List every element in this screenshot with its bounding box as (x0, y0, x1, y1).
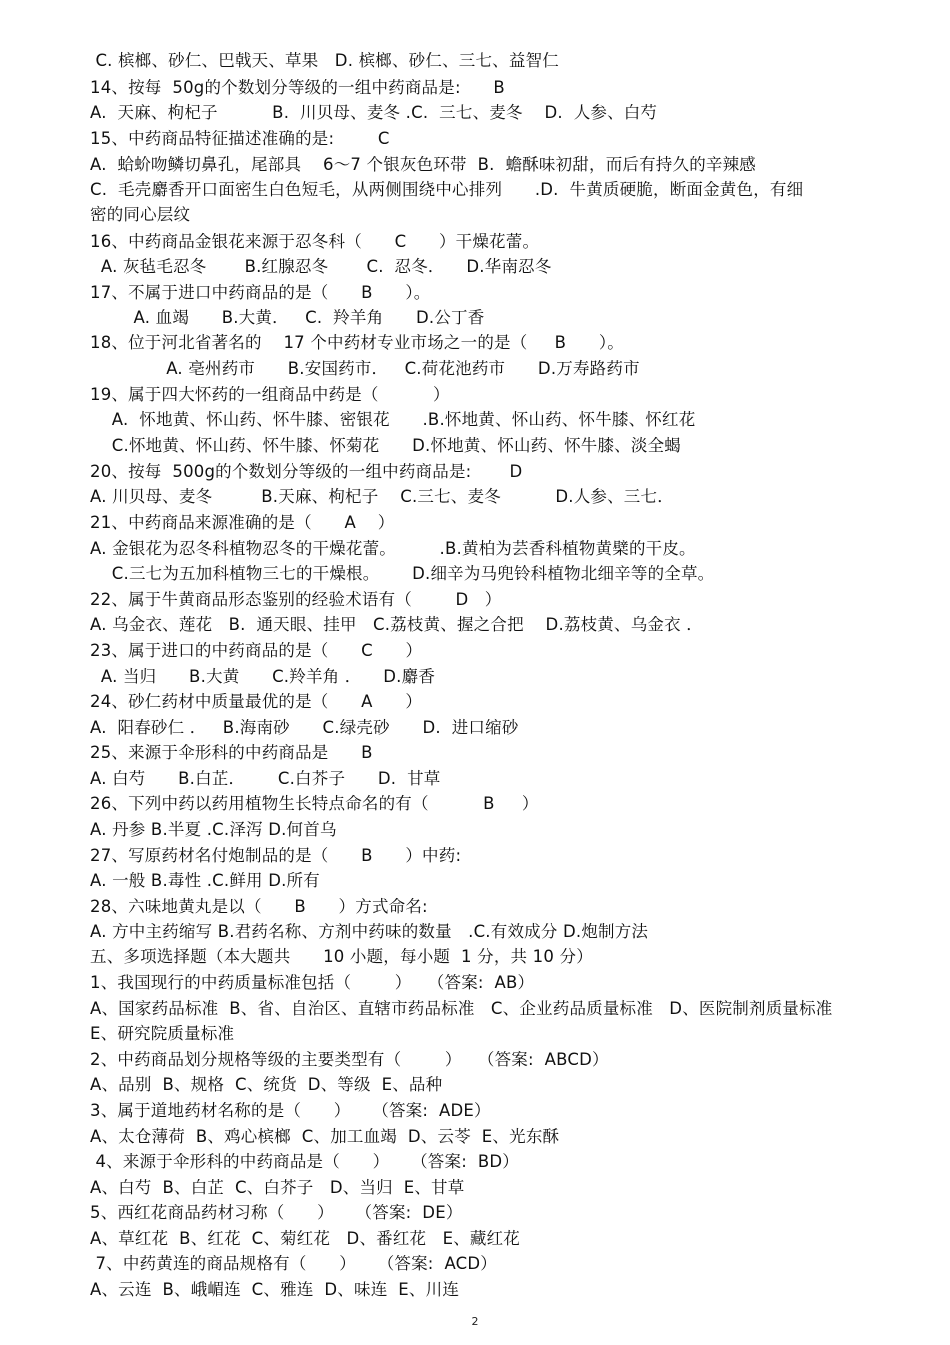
question-19: 19、属于四大怀药的一组商品中药是（ ） (90, 385, 450, 404)
question-15-options-ab: A. 蛤蚧吻鳞切鼻孔，尾部具 6～7 个银灰色环带 B. 蟾酥味初甜，而后有持久的辛辣感 (90, 155, 756, 174)
question-19-options-cd: C.怀地黄、怀山药、怀牛膝、怀菊花 D.怀地黄、怀山药、怀牛膝、淡全蝎 (90, 436, 681, 455)
mc-question-7: 7、中药黄连的商品规格有（ ） （答案: ACD） (90, 1254, 497, 1273)
question-25: 25、来源于伞形科的中药商品是 B (90, 743, 373, 762)
question-18: 18、位于河北省著名的 17 个中药材专业市场之一的是（ B ）。 (90, 333, 624, 352)
question-20: 20、按每 500g的个数划分等级的一组中药商品是: D (90, 462, 523, 481)
question-16-options: A. 灰毡毛忍冬 B.红腺忍冬 C. 忍冬． D.华南忍冬 (90, 257, 552, 276)
mc-question-5: 5、西红花商品药材习称（ ） （答案: DE） (90, 1203, 463, 1222)
question-17: 17、不属于进口中药商品的是（ B ）。 (90, 283, 431, 302)
question-28-options: A. 方中主药缩写 B.君药名称、方剂中药味的数量 .C.有效成分 D.炮制方法 (90, 922, 649, 941)
question-20-options: A. 川贝母、麦冬 B.天麻、枸杞子 C.三七、麦冬 D.人参、三七． (90, 487, 674, 506)
question-23: 23、属于进口的中药商品的是（ C ） (90, 641, 423, 660)
question-16: 16、中药商品金银花来源于忍冬科（ C ）干燥花蕾。 (90, 232, 540, 251)
question-28: 28、六味地黄丸是以（ B ）方式命名: (90, 897, 428, 916)
mc-question-4: 4、来源于伞形科的中药商品是（ ） （答案: BD） (90, 1152, 519, 1171)
mc-question-1-options: A、国家药品标准 B、省、自治区、直辖市药品标准 C、企业药品质量标准 D、医院制剂质量标准 (90, 999, 833, 1018)
question-27-options: A. 一般 B.毒性 .C.鲜用 D.所有 (90, 871, 320, 890)
question-24-options: A. 阳春砂仁 ． B.海南砂 C.绿壳砂 D. 进口缩砂 (90, 718, 519, 737)
question-15-options-cont: 密的同心层纹 (90, 205, 191, 224)
question-27: 27、写原药材名付炮制品的是（ B ）中药: (90, 846, 462, 865)
page-number: 2 (471, 1315, 479, 1328)
mc-question-1-options-cont: E、研究院质量标准 (90, 1024, 235, 1043)
text-line: C. 槟榔、砂仁、巴戟天、草果 D. 槟榔、砂仁、三七、益智仁 (90, 51, 559, 70)
question-19-options-ab: A. 怀地黄、怀山药、怀牛膝、密银花 .B.怀地黄、怀山药、怀牛膝、怀红花 (90, 410, 696, 429)
question-14: 14、按每 50g的个数划分等级的一组中药商品是: B (90, 78, 505, 97)
question-17-options: A. 血竭 B.大黄． C. 羚羊角 D.公丁香 (90, 308, 485, 327)
question-26: 26、下列中药以药用植物生长特点命名的有（ B ） (90, 794, 539, 813)
question-15: 15、中药商品特征描述准确的是: C (90, 129, 390, 148)
question-21-options-cd: C.三七为五加科植物三七的干燥根。 D.细辛为马兜铃科植物北细辛等的全草。 (90, 564, 715, 583)
question-26-options: A. 丹参 B.半夏 .C.泽泻 D.何首乌 (90, 820, 337, 839)
mc-question-5-options: A、草红花 B、红花 C、菊红花 D、番红花 E、藏红花 (90, 1229, 521, 1248)
question-21-options-ab: A. 金银花为忍冬科植物忍冬的干燥花蕾。 .B.黄柏为芸香科植物黄檗的干皮。 (90, 539, 696, 558)
question-18-options: A. 亳州药市 B.安国药市． C.荷花池药市 D.万寿路药市 (90, 359, 640, 378)
mc-question-3-options: A、太仓薄荷 B、鸡心槟榔 C、加工血竭 D、云苓 E、光东酥 (90, 1127, 560, 1146)
mc-question-7-options: A、云连 B、峨嵋连 C、雅连 D、味连 E、川连 (90, 1280, 460, 1299)
question-22: 22、属于牛黄商品形态鉴别的经验术语有（ D ） (90, 590, 502, 609)
mc-question-1: 1、我国现行的中药质量标准包括（ ） （答案: AB） (90, 973, 535, 992)
section-heading: 五、多项选择题（本大题共 10 小题，每小题 1 分，共 10 分） (90, 947, 593, 966)
question-22-options: A. 乌金衣、莲花 B. 通天眼、挂甲 C.荔枝黄、握之合把 D.荔枝黄、乌金衣 ． (90, 615, 703, 634)
mc-question-3: 3、属于道地药材名称的是（ ） （答案: ADE） (90, 1101, 491, 1120)
mc-question-2: 2、中药商品划分规格等级的主要类型有（ ） （答案: ABCD） (90, 1050, 609, 1069)
question-14-options: A. 天麻、枸杞子 B. 川贝母、麦冬 .C. 三七、麦冬 D. 人参、白芍 (90, 103, 658, 122)
question-23-options: A. 当归 B.大黄 C.羚羊角 ． D.麝香 (90, 667, 436, 686)
question-21: 21、中药商品来源准确的是（ A ） (90, 513, 395, 532)
question-25-options: A. 白芍 B.白芷． C.白芥子 D. 甘草 (90, 769, 441, 788)
mc-question-2-options: A、品别 B、规格 C、统货 D、等级 E、品种 (90, 1075, 443, 1094)
mc-question-4-options: A、白芍 B、白芷 C、白芥子 D、当归 E、甘草 (90, 1178, 465, 1197)
question-24: 24、砂仁药材中质量最优的是（ A ） (90, 692, 423, 711)
question-15-options-cd: C. 毛壳麝香开口面密生白色短毛，从两侧围绕中心排列 .D. 牛黄质硬脆，断面金黄色，有细 (90, 180, 804, 199)
